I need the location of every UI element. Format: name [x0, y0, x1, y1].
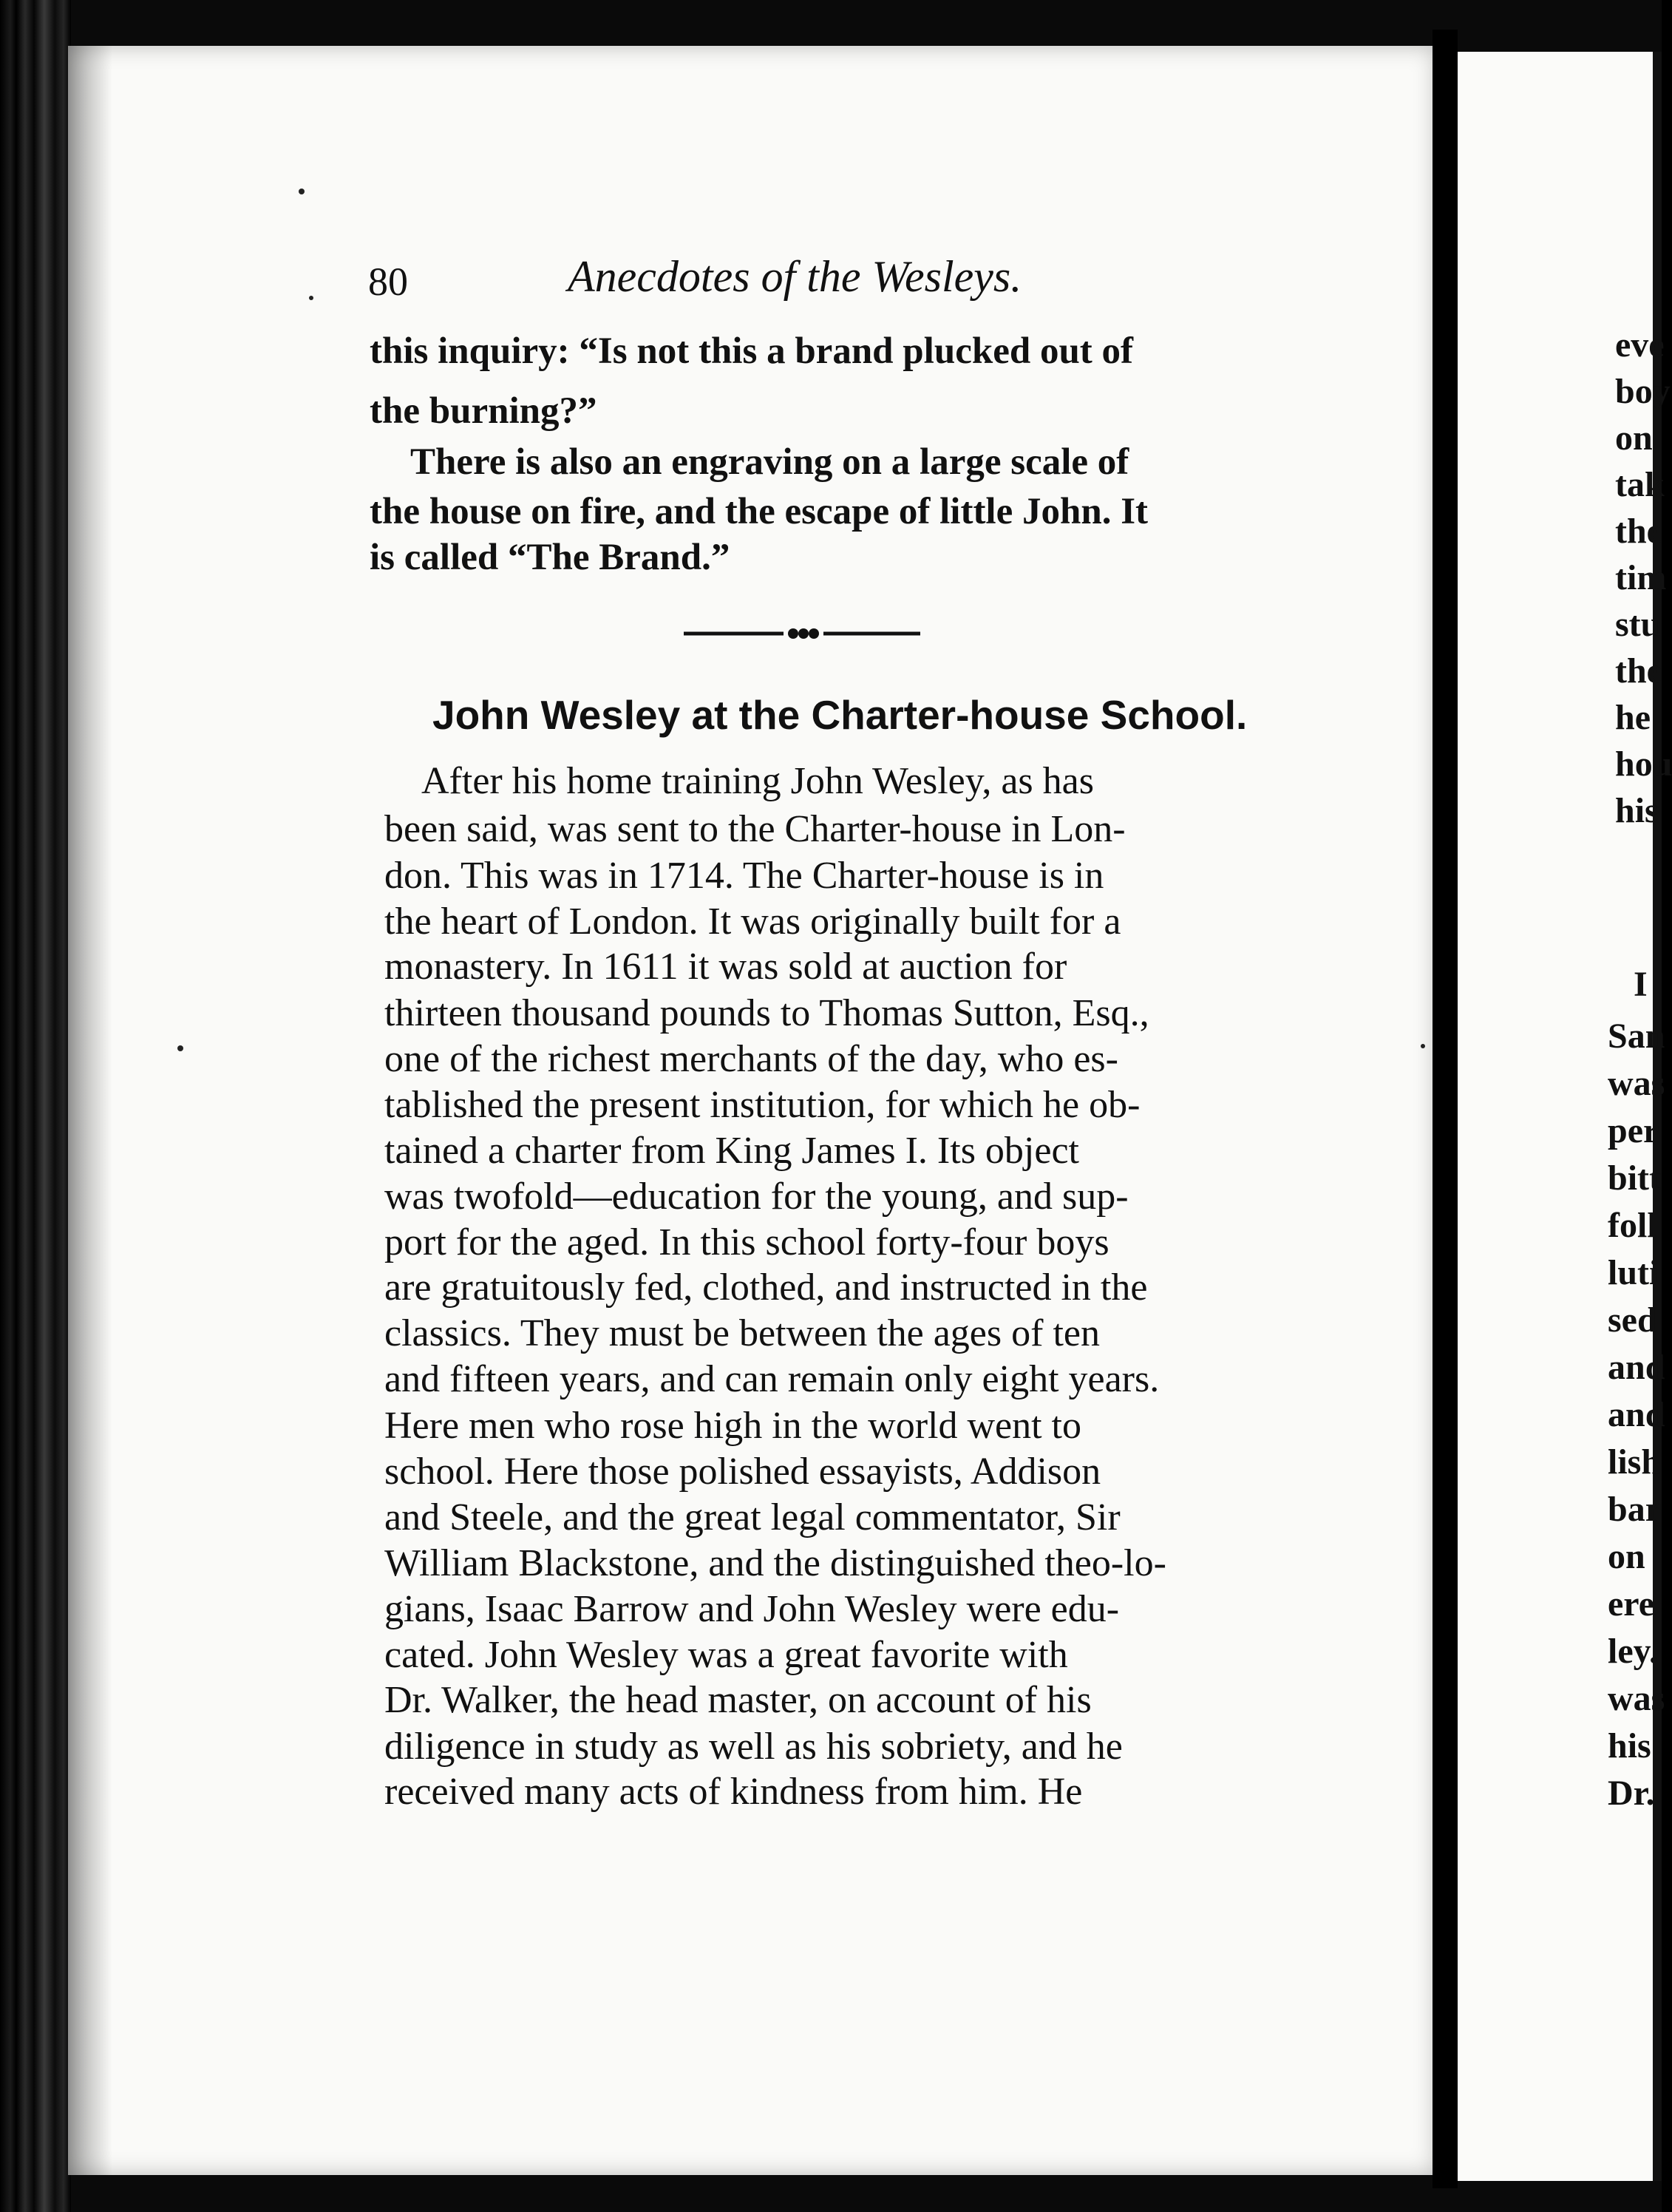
- facing-fragment: sed: [1608, 1300, 1657, 1340]
- intro-line: is called “The Brand.”: [370, 537, 730, 578]
- facing-fragment: San: [1608, 1017, 1665, 1056]
- facing-fragment: the: [1615, 512, 1662, 551]
- facing-fragment: on: [1615, 418, 1653, 458]
- body-line: the heart of London. It was originally built for a: [384, 900, 1121, 943]
- paper-speck: [309, 296, 313, 300]
- body-line: and Steele, and the great legal commentator, Sir: [384, 1496, 1121, 1538]
- body-line: port for the aged. In this school forty-four boys: [384, 1221, 1109, 1263]
- section-divider-ornament: [684, 625, 920, 642]
- page-number: 80: [368, 259, 408, 304]
- intro-line: the burning?”: [370, 390, 597, 432]
- left-page-shadow: [68, 46, 112, 2175]
- body-line: Here men who rose high in the world went to: [384, 1405, 1082, 1447]
- body-line: classics. They must be between the ages of ten: [384, 1312, 1100, 1354]
- body-line: Dr. Walker, the head master, on account of his: [384, 1679, 1092, 1721]
- facing-fragment: per: [1608, 1111, 1659, 1150]
- intro-line: this inquiry: “Is not this a brand plucked out of: [370, 330, 1134, 372]
- facing-fragment: he: [1615, 698, 1651, 737]
- intro-line: There is also an engraving on a large scale of: [410, 441, 1129, 483]
- body-line: school. Here those polished essayists, Addison: [384, 1451, 1101, 1493]
- facing-fragment: I: [1634, 965, 1648, 1004]
- paper-speck: [299, 189, 305, 194]
- body-line: are gratuitously fed, clothed, and instructed in the: [384, 1266, 1148, 1309]
- body-line: and fifteen years, and can remain only eight years.: [384, 1358, 1160, 1400]
- body-line: thirteen thousand pounds to Thomas Sutton, Esq.,: [384, 992, 1149, 1034]
- facing-fragment: bar: [1608, 1490, 1661, 1529]
- page-header: [368, 251, 1255, 318]
- facing-fragment: hou: [1615, 744, 1672, 784]
- body-line: After his home training John Wesley, as has: [421, 760, 1094, 802]
- book-gutter: [1433, 30, 1458, 2188]
- facing-fragment: lish: [1608, 1442, 1662, 1482]
- facing-fragment: eve: [1615, 325, 1665, 364]
- body-line: don. This was in 1714. The Charter-house is in: [384, 855, 1104, 897]
- book-binding: [0, 0, 71, 2212]
- body-line: one of the richest merchants of the day, who es-: [384, 1038, 1118, 1080]
- facing-fragment: tim: [1615, 558, 1667, 597]
- facing-fragment: tak: [1615, 465, 1665, 504]
- body-line: tablished the present institution, for which he ob-: [384, 1084, 1141, 1126]
- facing-fragment: ere: [1608, 1584, 1655, 1624]
- running-head: Anecdotes of the Wesleys.: [568, 252, 1022, 301]
- facing-fragment: his: [1608, 1726, 1651, 1765]
- facing-fragment: foll: [1608, 1206, 1657, 1245]
- section-title: John Wesley at the Charter-house School.: [432, 692, 1248, 738]
- facing-fragment: Dr.: [1608, 1774, 1655, 1813]
- facing-fragment: his: [1615, 791, 1659, 830]
- facing-fragment: and: [1608, 1348, 1665, 1387]
- facing-fragment: was: [1608, 1064, 1665, 1103]
- facing-fragment: bitt: [1608, 1158, 1661, 1198]
- intro-line: the house on fire, and the escape of little John. It: [370, 491, 1149, 532]
- body-line: received many acts of kindness from him. He: [384, 1771, 1083, 1813]
- body-line: monastery. In 1611 it was sold at auction for: [384, 946, 1067, 988]
- paper-speck: [177, 1045, 183, 1051]
- paper-speck: [1421, 1044, 1425, 1048]
- facing-fragment: on: [1608, 1537, 1645, 1576]
- facing-fragment: the: [1615, 651, 1662, 691]
- facing-fragment: and: [1608, 1395, 1665, 1434]
- body-line: William Blackstone, and the distinguished theo-lo-: [384, 1542, 1166, 1584]
- facing-fragment: stu: [1615, 605, 1661, 644]
- body-line: diligence in study as well as his sobriety, and he: [384, 1726, 1123, 1768]
- body-line: cated. John Wesley was a great favorite with: [384, 1634, 1068, 1676]
- body-line: was twofold—education for the young, and sup-: [384, 1175, 1129, 1218]
- facing-fragment: luti: [1608, 1253, 1659, 1292]
- facing-fragment: was: [1608, 1679, 1665, 1718]
- body-line: tained a charter from King James I. Its object: [384, 1130, 1079, 1172]
- body-line: gians, Isaac Barrow and John Wesley were edu-: [384, 1588, 1120, 1630]
- body-line: been said, was sent to the Charter-house in Lon-: [384, 808, 1126, 850]
- facing-fragment: boy: [1615, 372, 1671, 411]
- facing-fragment: ley.: [1608, 1632, 1658, 1671]
